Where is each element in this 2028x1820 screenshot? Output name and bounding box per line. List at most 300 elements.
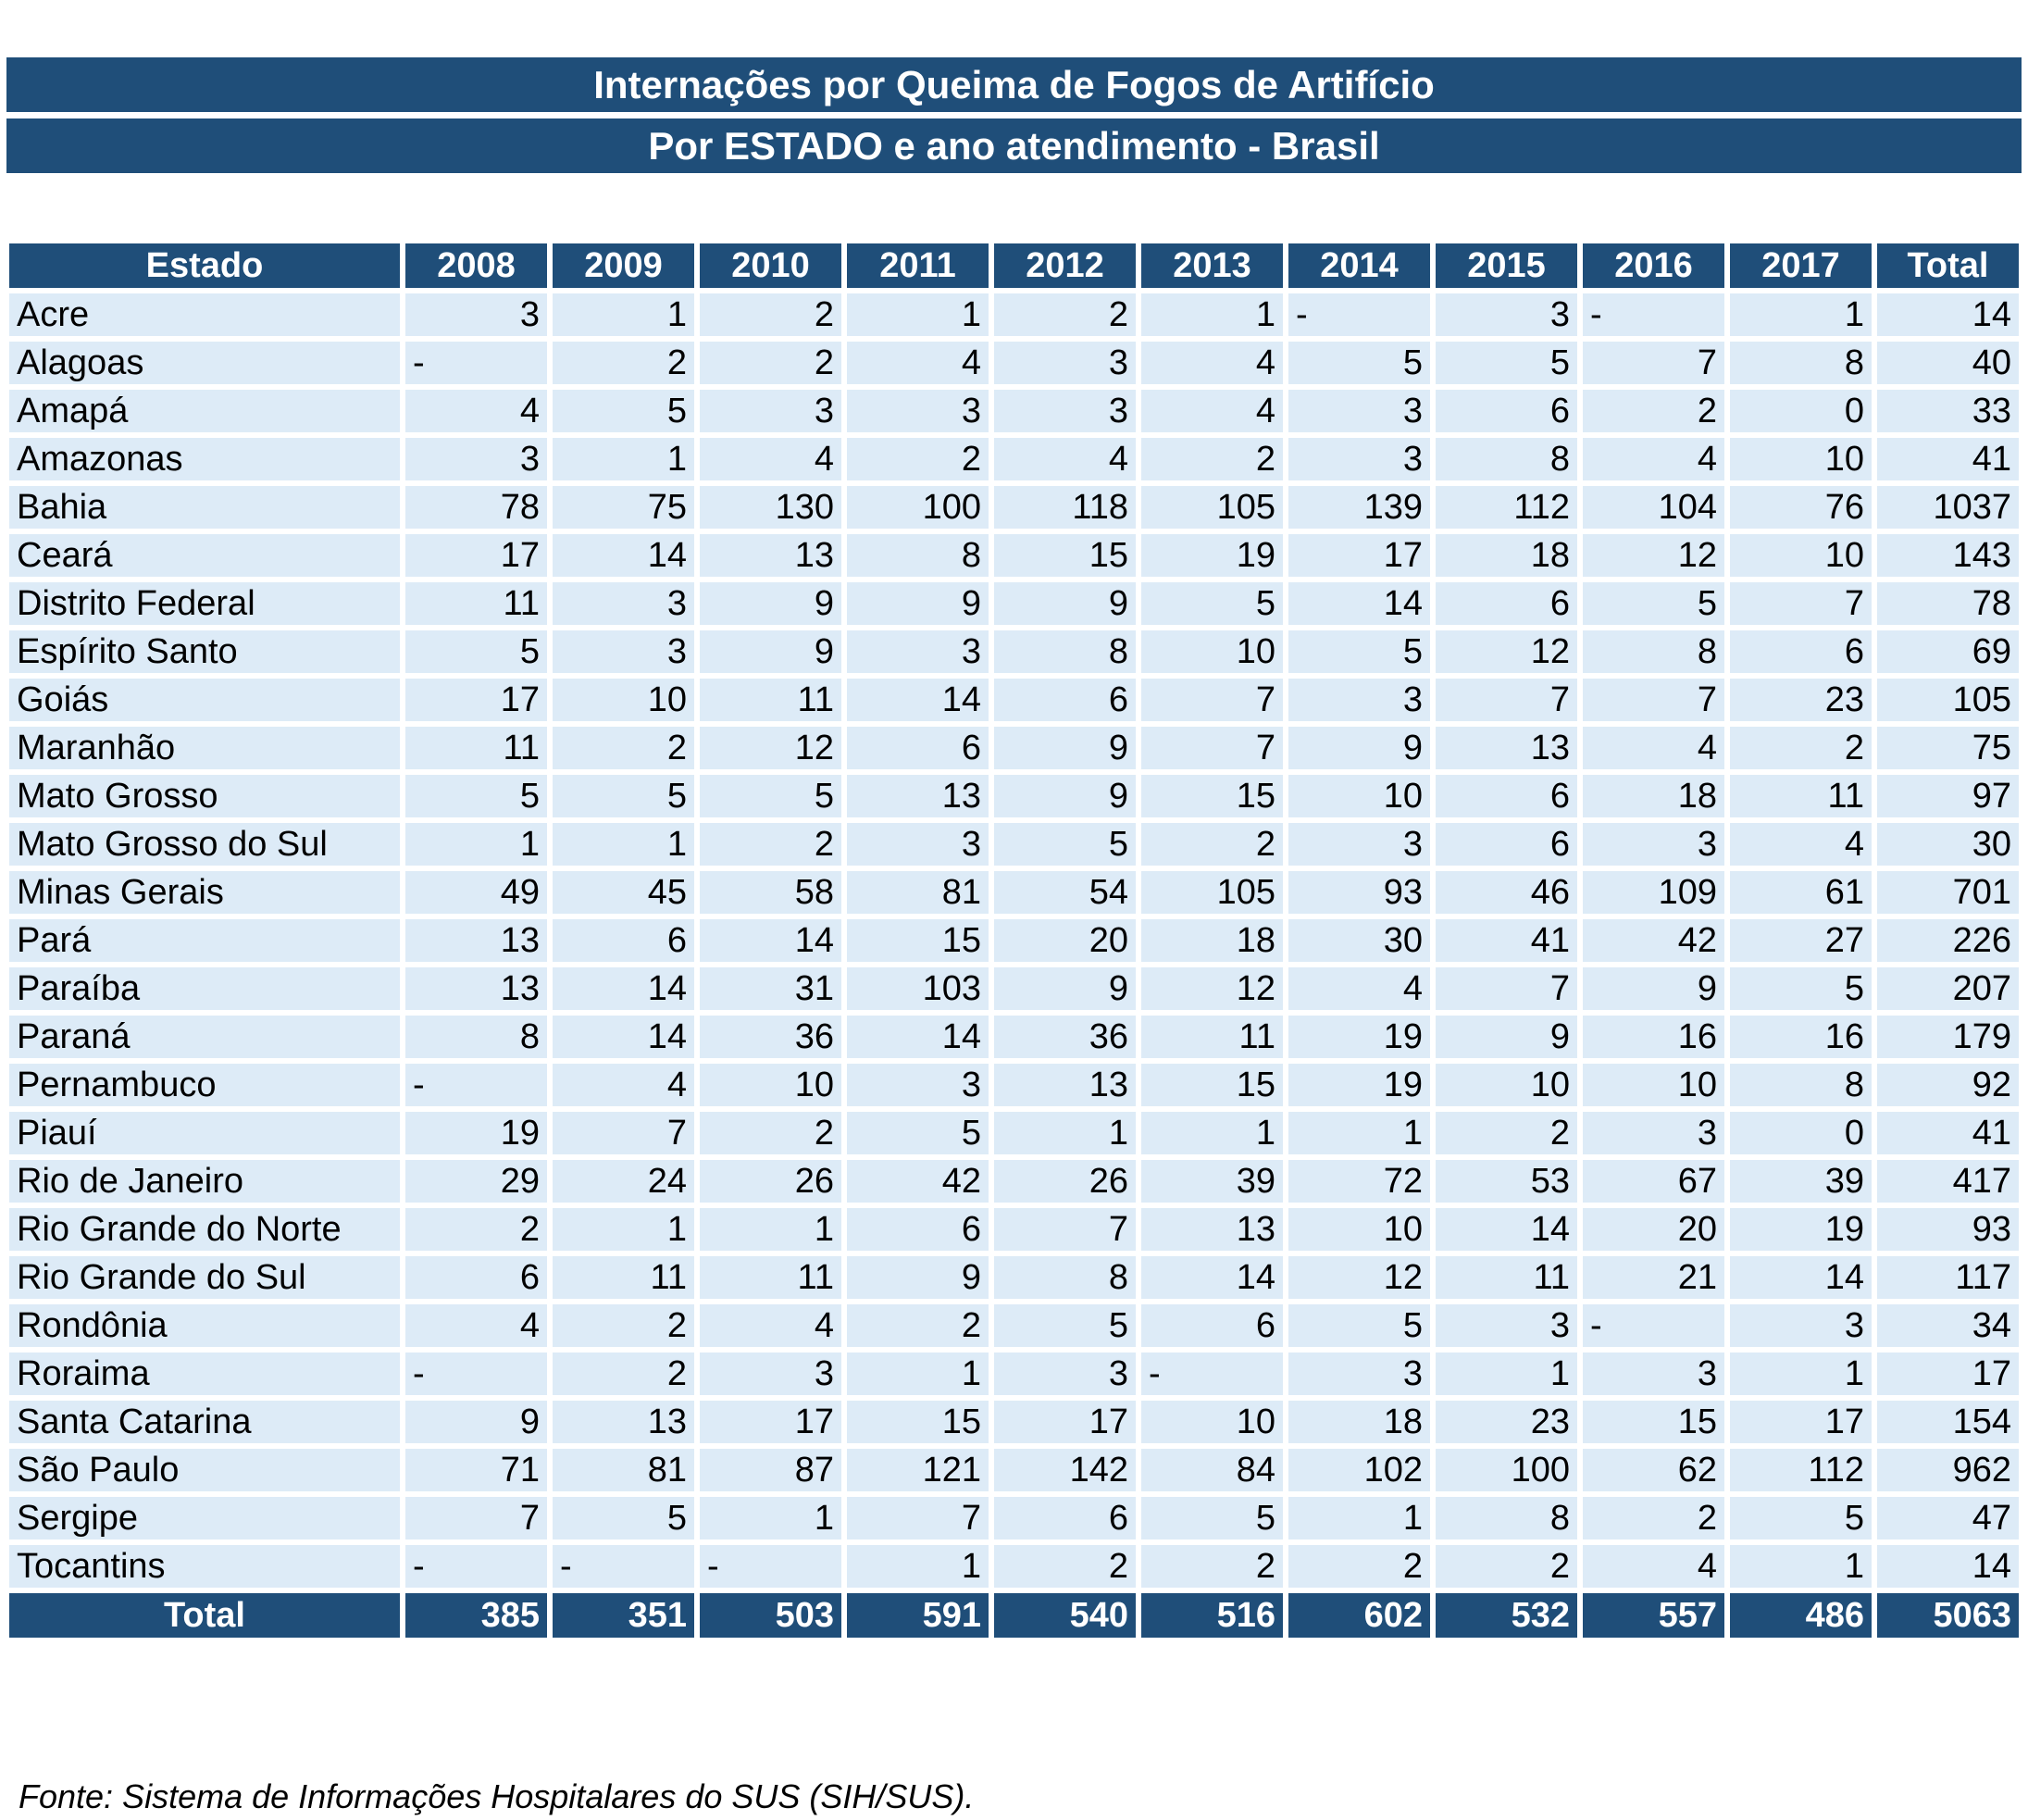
value-cell: 18	[1580, 772, 1727, 820]
table-row	[6, 483, 2022, 531]
value-cell: 701	[1874, 868, 2022, 916]
value-cell: 104	[1580, 483, 1727, 531]
value-cell: 14	[1874, 291, 2022, 339]
value-cell: 10	[1138, 628, 1286, 676]
value-cell: 11	[697, 676, 844, 724]
value-cell: 6	[550, 916, 697, 965]
value-cell: 8	[1727, 339, 1874, 387]
column-header: 2014	[1286, 241, 1433, 291]
value-cell: 17	[1727, 1398, 1874, 1446]
state-name-cell: São Paulo	[6, 1446, 403, 1494]
value-cell: 15	[1138, 772, 1286, 820]
value-cell: 10	[1727, 435, 1874, 483]
source-note: Fonte: Sistema de Informações Hospitalares do SUS (SIH/SUS).	[19, 1777, 975, 1815]
value-cell: 75	[550, 483, 697, 531]
value-cell: 2	[1138, 435, 1286, 483]
value-cell: 8	[844, 531, 991, 580]
value-cell: 5	[1433, 339, 1580, 387]
table-row	[6, 1205, 2022, 1253]
value-cell: 8	[1727, 1061, 1874, 1109]
total-value-cell: 602	[1286, 1590, 1433, 1640]
value-cell: 27	[1727, 916, 1874, 965]
value-cell: 226	[1874, 916, 2022, 965]
value-cell: 13	[844, 772, 991, 820]
table-row	[6, 291, 2022, 339]
value-cell: 7	[1580, 339, 1727, 387]
value-cell: 10	[1433, 1061, 1580, 1109]
value-cell: 19	[1286, 1061, 1433, 1109]
value-cell: 5	[991, 1302, 1138, 1350]
value-cell: 6	[1727, 628, 1874, 676]
total-value-cell: 557	[1580, 1590, 1727, 1640]
totals-row	[6, 1590, 2022, 1640]
value-cell: 23	[1727, 676, 1874, 724]
value-cell: 87	[697, 1446, 844, 1494]
value-cell: 3	[550, 628, 697, 676]
value-cell: 11	[403, 580, 550, 628]
value-cell: 4	[1138, 339, 1286, 387]
value-cell: 14	[1874, 1542, 2022, 1590]
value-cell: 9	[991, 772, 1138, 820]
table-row	[6, 339, 2022, 387]
value-cell: 24	[550, 1157, 697, 1205]
value-cell: 1	[697, 1494, 844, 1542]
value-cell: 4	[1580, 435, 1727, 483]
table-title: Internações por Queima de Fogos de Artifício	[6, 57, 2022, 112]
value-cell: 14	[1138, 1253, 1286, 1302]
value-cell: 14	[550, 1013, 697, 1061]
table-row	[6, 387, 2022, 435]
value-cell: 2	[1286, 1542, 1433, 1590]
table-row	[6, 1253, 2022, 1302]
column-header: Total	[1874, 241, 2022, 291]
value-cell: 84	[1138, 1446, 1286, 1494]
value-cell: 8	[1433, 435, 1580, 483]
column-header: 2016	[1580, 241, 1727, 291]
total-value-cell: 532	[1433, 1590, 1580, 1640]
value-cell: 2	[844, 435, 991, 483]
table-row	[6, 1157, 2022, 1205]
state-name-cell: Pernambuco	[6, 1061, 403, 1109]
value-cell: 3	[991, 339, 1138, 387]
value-cell: 3	[991, 1350, 1138, 1398]
value-cell: 5	[1727, 1494, 1874, 1542]
table-row	[6, 580, 2022, 628]
value-cell: 17	[991, 1398, 1138, 1446]
value-cell: 29	[403, 1157, 550, 1205]
value-cell: 5	[1286, 628, 1433, 676]
value-cell: 102	[1286, 1446, 1433, 1494]
table-row	[6, 772, 2022, 820]
value-cell: 30	[1874, 820, 2022, 868]
value-cell: 130	[697, 483, 844, 531]
value-cell: 1	[1138, 1109, 1286, 1157]
value-cell: 2	[550, 724, 697, 772]
value-cell: 2	[1138, 820, 1286, 868]
value-cell: 41	[1433, 916, 1580, 965]
value-cell: 7	[1138, 724, 1286, 772]
table-row	[6, 676, 2022, 724]
value-cell: 0	[1727, 387, 1874, 435]
state-name-cell: Piauí	[6, 1109, 403, 1157]
value-cell: 2	[697, 339, 844, 387]
value-cell: 4	[1580, 724, 1727, 772]
state-name-cell: Rondônia	[6, 1302, 403, 1350]
table-row	[6, 1542, 2022, 1590]
value-cell: 26	[697, 1157, 844, 1205]
column-header-state: Estado	[6, 241, 403, 291]
state-name-cell: Alagoas	[6, 339, 403, 387]
value-cell: 10	[697, 1061, 844, 1109]
value-cell: 6	[844, 724, 991, 772]
value-cell: 4	[697, 435, 844, 483]
value-cell: 3	[991, 387, 1138, 435]
value-cell: 93	[1874, 1205, 2022, 1253]
table-row	[6, 531, 2022, 580]
value-cell: 2	[991, 291, 1138, 339]
value-cell: 17	[697, 1398, 844, 1446]
value-cell: 13	[991, 1061, 1138, 1109]
state-name-cell: Pará	[6, 916, 403, 965]
value-cell: -	[1138, 1350, 1286, 1398]
value-cell: 3	[1580, 1109, 1727, 1157]
value-cell: 11	[403, 724, 550, 772]
value-cell: 12	[1580, 531, 1727, 580]
value-cell: 9	[1433, 1013, 1580, 1061]
value-cell: 1	[844, 1542, 991, 1590]
value-cell: 31	[697, 965, 844, 1013]
value-cell: 67	[1580, 1157, 1727, 1205]
value-cell: 5	[550, 772, 697, 820]
value-cell: 100	[1433, 1446, 1580, 1494]
value-cell: 3	[1727, 1302, 1874, 1350]
value-cell: 2	[550, 1350, 697, 1398]
value-cell: 10	[1138, 1398, 1286, 1446]
value-cell: 15	[1138, 1061, 1286, 1109]
total-value-cell: 351	[550, 1590, 697, 1640]
value-cell: 9	[697, 580, 844, 628]
value-cell: 12	[1286, 1253, 1433, 1302]
value-cell: 2	[1580, 387, 1727, 435]
value-cell: -	[403, 1061, 550, 1109]
value-cell: 33	[1874, 387, 2022, 435]
value-cell: 9	[697, 628, 844, 676]
value-cell: 3	[1286, 387, 1433, 435]
value-cell: -	[697, 1542, 844, 1590]
value-cell: 962	[1874, 1446, 2022, 1494]
value-cell: 20	[991, 916, 1138, 965]
value-cell: 105	[1874, 676, 2022, 724]
value-cell: 53	[1433, 1157, 1580, 1205]
column-header: 2011	[844, 241, 991, 291]
value-cell: 23	[1433, 1398, 1580, 1446]
value-cell: 11	[1433, 1253, 1580, 1302]
value-cell: 36	[697, 1013, 844, 1061]
value-cell: 39	[1138, 1157, 1286, 1205]
value-cell: 4	[697, 1302, 844, 1350]
value-cell: 2	[697, 820, 844, 868]
value-cell: 15	[1580, 1398, 1727, 1446]
state-name-cell: Maranhão	[6, 724, 403, 772]
value-cell: 1	[550, 435, 697, 483]
value-cell: 12	[1138, 965, 1286, 1013]
column-header: 2017	[1727, 241, 1874, 291]
value-cell: 4	[550, 1061, 697, 1109]
value-cell: 54	[991, 868, 1138, 916]
value-cell: 9	[1286, 724, 1433, 772]
value-cell: 75	[1874, 724, 2022, 772]
table-row	[6, 1398, 2022, 1446]
value-cell: 5	[1286, 1302, 1433, 1350]
value-cell: 109	[1580, 868, 1727, 916]
value-cell: 3	[844, 628, 991, 676]
value-cell: 3	[1580, 1350, 1727, 1398]
value-cell: 14	[844, 676, 991, 724]
value-cell: 14	[1286, 580, 1433, 628]
value-cell: 81	[844, 868, 991, 916]
value-cell: 2	[991, 1542, 1138, 1590]
column-header: 2010	[697, 241, 844, 291]
value-cell: 40	[1874, 339, 2022, 387]
value-cell: 14	[1727, 1253, 1874, 1302]
state-name-cell: Minas Gerais	[6, 868, 403, 916]
total-value-cell: 5063	[1874, 1590, 2022, 1640]
value-cell: 97	[1874, 772, 2022, 820]
value-cell: 19	[1286, 1013, 1433, 1061]
value-cell: -	[403, 1350, 550, 1398]
value-cell: 20	[1580, 1205, 1727, 1253]
value-cell: 139	[1286, 483, 1433, 531]
value-cell: 1	[1727, 291, 1874, 339]
value-cell: 13	[403, 916, 550, 965]
value-cell: 9	[991, 580, 1138, 628]
state-name-cell: Sergipe	[6, 1494, 403, 1542]
table-row	[6, 965, 2022, 1013]
value-cell: 62	[1580, 1446, 1727, 1494]
value-cell: 6	[403, 1253, 550, 1302]
table-row	[6, 868, 2022, 916]
value-cell: 154	[1874, 1398, 2022, 1446]
value-cell: 1	[403, 820, 550, 868]
table-row	[6, 435, 2022, 483]
value-cell: 207	[1874, 965, 2022, 1013]
value-cell: 41	[1874, 1109, 2022, 1157]
state-name-cell: Santa Catarina	[6, 1398, 403, 1446]
value-cell: 11	[550, 1253, 697, 1302]
header-row	[6, 241, 2022, 291]
value-cell: 7	[550, 1109, 697, 1157]
value-cell: 42	[844, 1157, 991, 1205]
value-cell: 118	[991, 483, 1138, 531]
value-cell: 2	[844, 1302, 991, 1350]
value-cell: 3	[697, 387, 844, 435]
value-cell: 8	[991, 1253, 1138, 1302]
value-cell: 3	[697, 1350, 844, 1398]
state-name-cell: Espírito Santo	[6, 628, 403, 676]
value-cell: 39	[1727, 1157, 1874, 1205]
value-cell: 2	[1727, 724, 1874, 772]
value-cell: -	[1286, 291, 1433, 339]
table-row	[6, 724, 2022, 772]
value-cell: 9	[844, 580, 991, 628]
value-cell: 105	[1138, 483, 1286, 531]
state-name-cell: Bahia	[6, 483, 403, 531]
value-cell: 117	[1874, 1253, 2022, 1302]
value-cell: 15	[844, 1398, 991, 1446]
value-cell: 17	[403, 676, 550, 724]
value-cell: 13	[550, 1398, 697, 1446]
value-cell: 11	[1138, 1013, 1286, 1061]
value-cell: 76	[1727, 483, 1874, 531]
value-cell: 6	[1433, 580, 1580, 628]
value-cell: 6	[844, 1205, 991, 1253]
value-cell: 10	[1580, 1061, 1727, 1109]
table-row	[6, 1446, 2022, 1494]
total-value-cell: 385	[403, 1590, 550, 1640]
table-row	[6, 628, 2022, 676]
value-cell: 2	[1433, 1542, 1580, 1590]
value-cell: 5	[697, 772, 844, 820]
value-cell: 61	[1727, 868, 1874, 916]
value-cell: 417	[1874, 1157, 2022, 1205]
value-cell: 4	[1580, 1542, 1727, 1590]
value-cell: 14	[697, 916, 844, 965]
value-cell: 18	[1286, 1398, 1433, 1446]
value-cell: 1	[844, 1350, 991, 1398]
value-cell: 112	[1433, 483, 1580, 531]
value-cell: 7	[1138, 676, 1286, 724]
value-cell: 1	[1286, 1109, 1433, 1157]
value-cell: 14	[550, 965, 697, 1013]
state-name-cell: Ceará	[6, 531, 403, 580]
value-cell: 15	[991, 531, 1138, 580]
state-name-cell: Rio de Janeiro	[6, 1157, 403, 1205]
value-cell: 4	[991, 435, 1138, 483]
value-cell: 6	[991, 1494, 1138, 1542]
column-header: 2012	[991, 241, 1138, 291]
value-cell: 18	[1138, 916, 1286, 965]
table-row	[6, 1061, 2022, 1109]
table-row	[6, 1350, 2022, 1398]
value-cell: 9	[1580, 965, 1727, 1013]
value-cell: 17	[403, 531, 550, 580]
value-cell: 179	[1874, 1013, 2022, 1061]
value-cell: 121	[844, 1446, 991, 1494]
value-cell: 7	[403, 1494, 550, 1542]
state-name-cell: Amapá	[6, 387, 403, 435]
value-cell: -	[403, 339, 550, 387]
value-cell: 41	[1874, 435, 2022, 483]
value-cell: 11	[1727, 772, 1874, 820]
value-cell: 5	[991, 820, 1138, 868]
value-cell: 1	[991, 1109, 1138, 1157]
value-cell: 9	[844, 1253, 991, 1302]
value-cell: 19	[1138, 531, 1286, 580]
value-cell: 58	[697, 868, 844, 916]
value-cell: 18	[1433, 531, 1580, 580]
value-cell: 81	[550, 1446, 697, 1494]
value-cell: 36	[991, 1013, 1138, 1061]
value-cell: 1	[1286, 1494, 1433, 1542]
value-cell: 105	[1138, 868, 1286, 916]
value-cell: -	[550, 1542, 697, 1590]
state-name-cell: Amazonas	[6, 435, 403, 483]
value-cell: 9	[991, 724, 1138, 772]
value-cell: 2	[550, 339, 697, 387]
value-cell: 2	[697, 291, 844, 339]
value-cell: 72	[1286, 1157, 1433, 1205]
value-cell: 34	[1874, 1302, 2022, 1350]
total-label-cell: Total	[6, 1590, 403, 1640]
value-cell: 7	[1433, 676, 1580, 724]
value-cell: 9	[403, 1398, 550, 1446]
value-cell: 5	[403, 628, 550, 676]
value-cell: 42	[1580, 916, 1727, 965]
value-cell: 3	[1433, 1302, 1580, 1350]
value-cell: 1	[1727, 1542, 1874, 1590]
value-cell: 103	[844, 965, 991, 1013]
total-value-cell: 516	[1138, 1590, 1286, 1640]
value-cell: 12	[697, 724, 844, 772]
value-cell: 2	[1138, 1542, 1286, 1590]
value-cell: 6	[1433, 387, 1580, 435]
value-cell: 19	[403, 1109, 550, 1157]
state-name-cell: Acre	[6, 291, 403, 339]
value-cell: 13	[403, 965, 550, 1013]
value-cell: 2	[403, 1205, 550, 1253]
value-cell: 1	[844, 291, 991, 339]
value-cell: 3	[550, 580, 697, 628]
state-name-cell: Tocantins	[6, 1542, 403, 1590]
value-cell: 12	[1433, 628, 1580, 676]
column-header: 2013	[1138, 241, 1286, 291]
value-cell: 1037	[1874, 483, 2022, 531]
table-row	[6, 916, 2022, 965]
value-cell: 5	[1727, 965, 1874, 1013]
state-name-cell: Roraima	[6, 1350, 403, 1398]
value-cell: 14	[844, 1013, 991, 1061]
value-cell: 1	[550, 820, 697, 868]
value-cell: 3	[403, 435, 550, 483]
table-body	[6, 291, 2022, 1590]
state-name-cell: Goiás	[6, 676, 403, 724]
column-header: 2009	[550, 241, 697, 291]
value-cell: 93	[1286, 868, 1433, 916]
value-cell: 5	[550, 1494, 697, 1542]
value-cell: 8	[1580, 628, 1727, 676]
value-cell: 46	[1433, 868, 1580, 916]
value-cell: 7	[1580, 676, 1727, 724]
value-cell: 14	[1433, 1205, 1580, 1253]
table-subtitle: Por ESTADO e ano atendimento - Brasil	[6, 118, 2022, 173]
state-name-cell: Mato Grosso	[6, 772, 403, 820]
value-cell: 3	[1286, 1350, 1433, 1398]
value-cell: 5	[550, 387, 697, 435]
value-cell: 5	[1138, 580, 1286, 628]
table-row	[6, 1013, 2022, 1061]
value-cell: 13	[1433, 724, 1580, 772]
total-value-cell: 503	[697, 1590, 844, 1640]
table-header	[6, 241, 2022, 291]
value-cell: 7	[844, 1494, 991, 1542]
value-cell: -	[403, 1542, 550, 1590]
column-header: 2015	[1433, 241, 1580, 291]
value-cell: 0	[1727, 1109, 1874, 1157]
value-cell: 3	[844, 387, 991, 435]
value-cell: -	[1580, 1302, 1727, 1350]
data-table	[6, 241, 2022, 1640]
state-name-cell: Rio Grande do Sul	[6, 1253, 403, 1302]
